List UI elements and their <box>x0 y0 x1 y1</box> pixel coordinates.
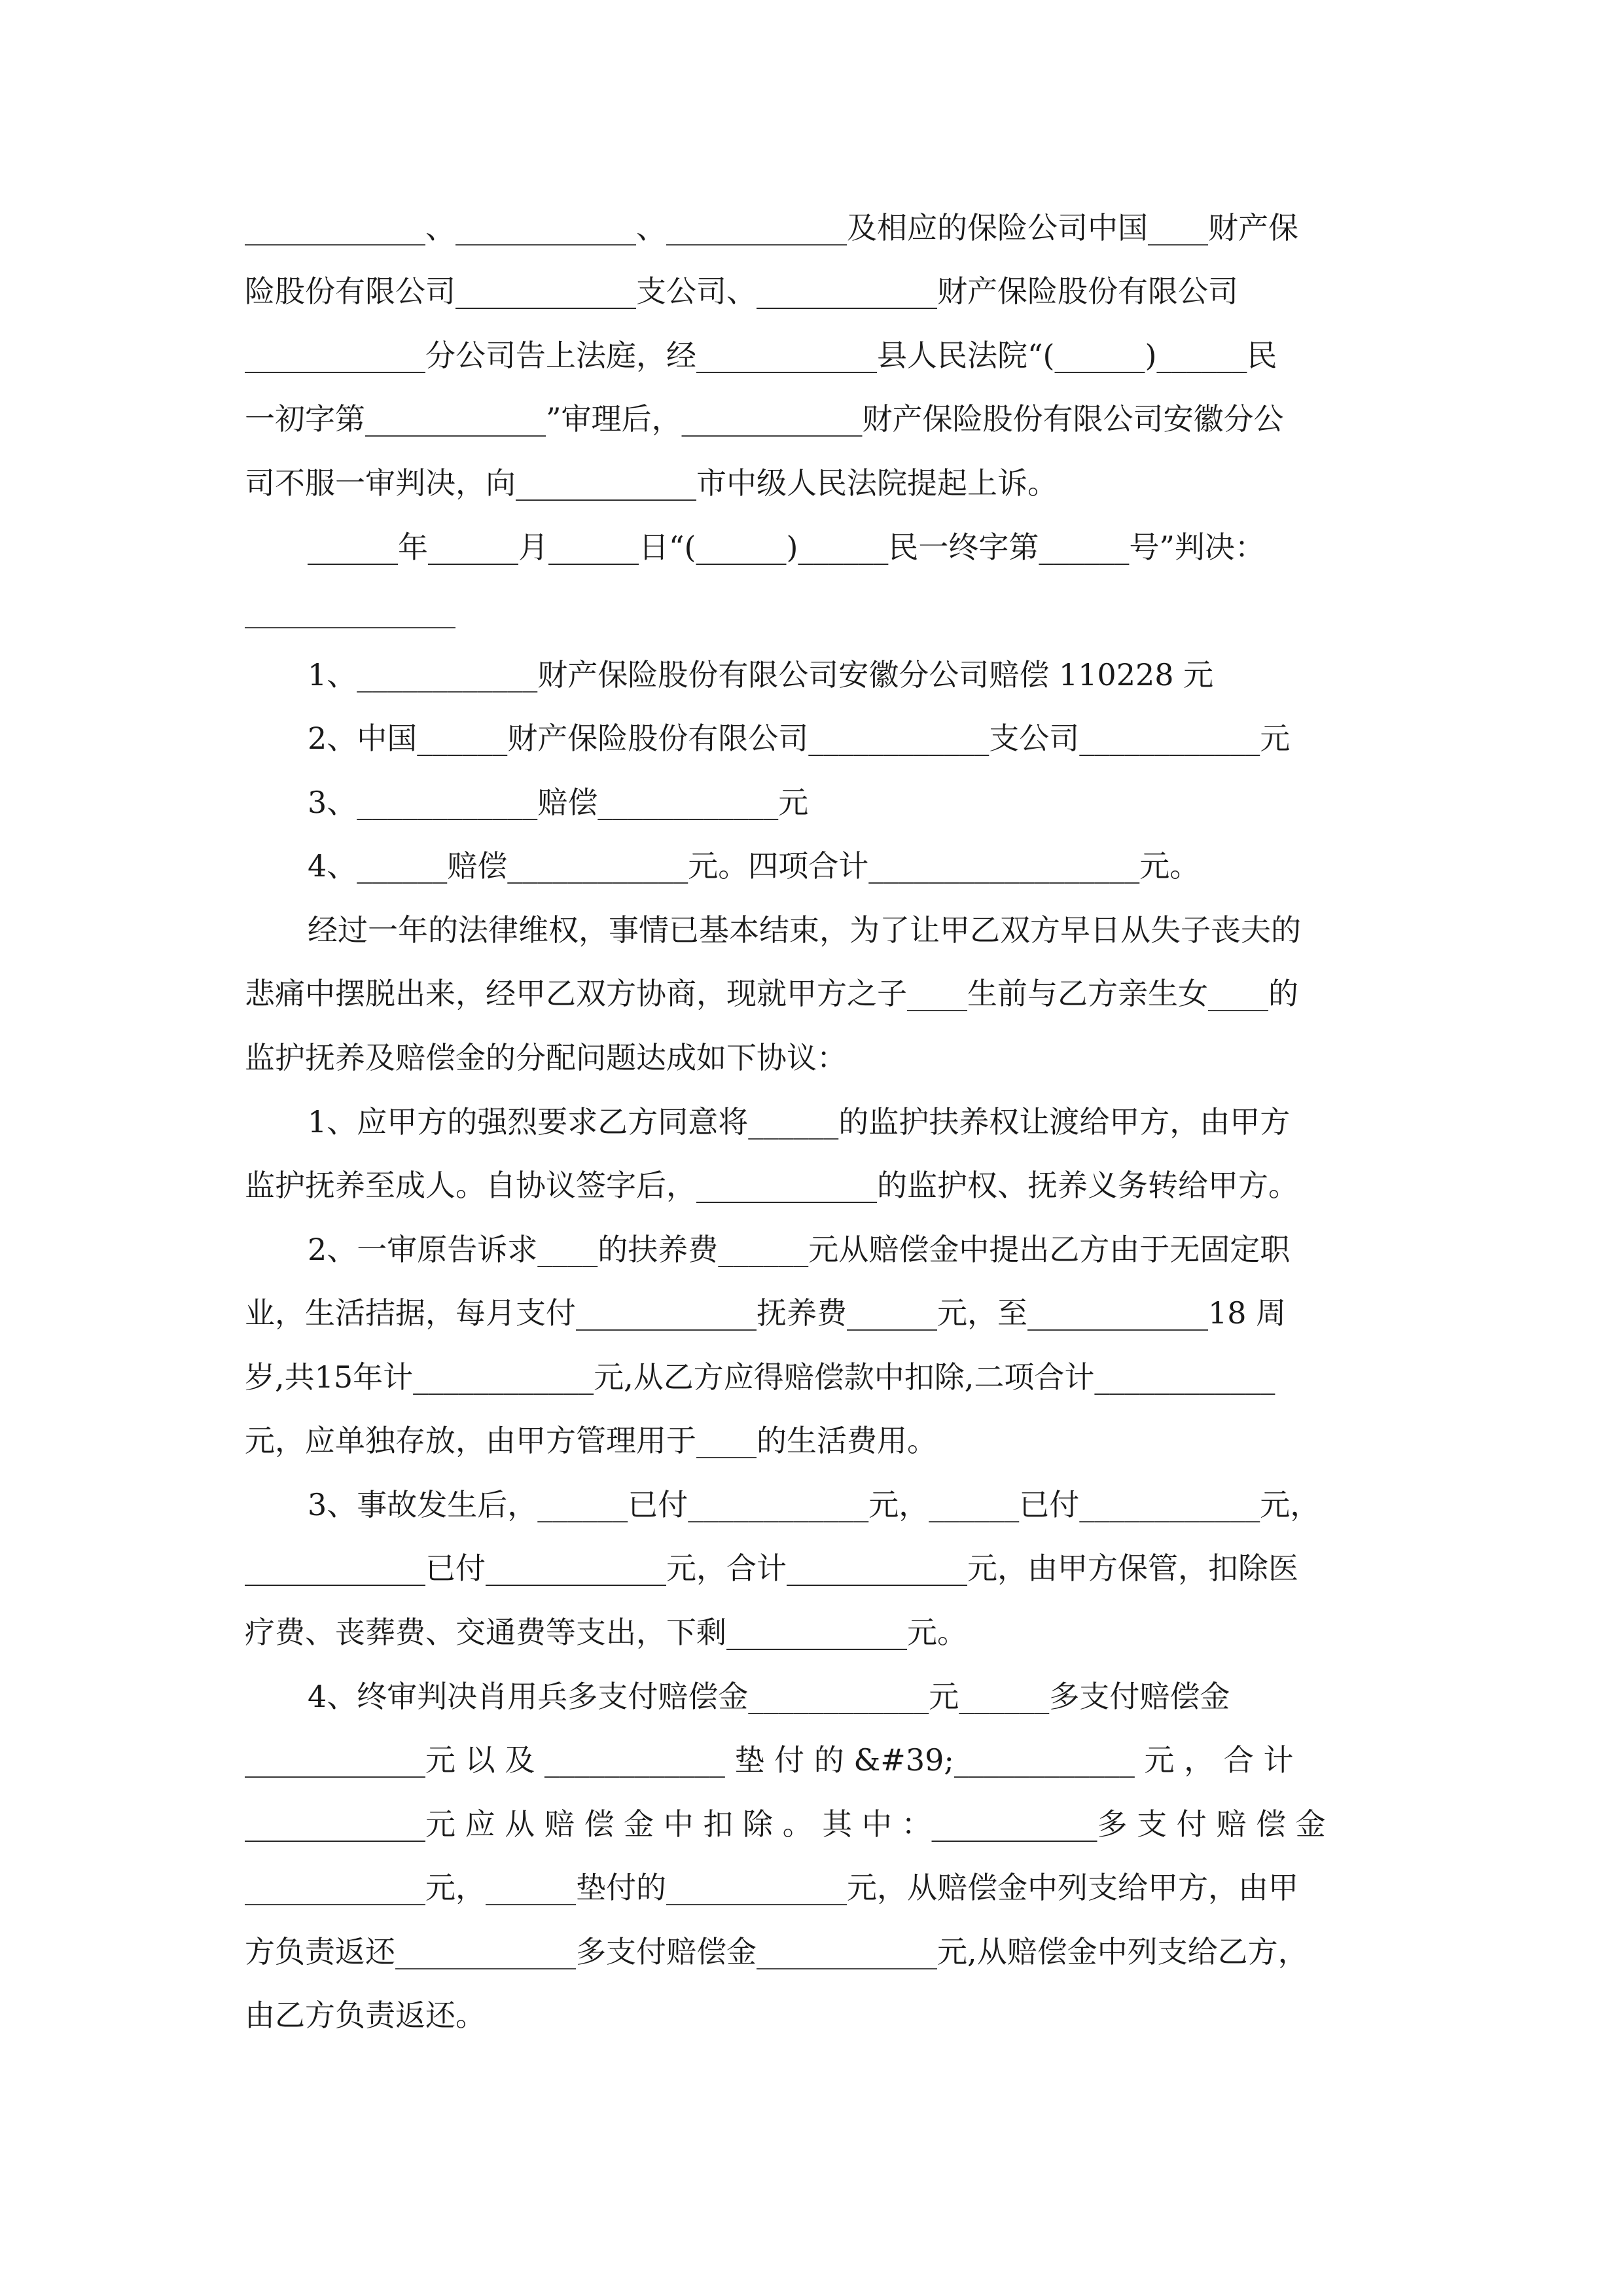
paragraph-line: ____________已付____________元，合计____________元，由甲方保管，扣除医 <box>245 1551 1298 1586</box>
paragraph-line: 元，应单独存放，由甲方管理用于____的生活费用。 <box>245 1423 937 1458</box>
list-item: 2、中国______财产保险股份有限公司____________支公司____________元 <box>308 721 1291 756</box>
paragraph-line: ____________元 应 从 赔 偿 金 中 扣 除 。 其 中 ：___________多 支 付 赔 偿 金 <box>245 1806 1326 1842</box>
paragraph-line: 方负责返还____________多支付赔偿金____________元,从赔偿金中列支给乙方， <box>245 1934 1308 1969</box>
agreement-clause-1: 1、应甲方的强烈要求乙方同意将______的监护扶养权让渡给甲方，由甲方 <box>308 1104 1291 1139</box>
paragraph-line: 岁,共15年计____________元,从乙方应得赔偿款中扣除,二项合计____________ <box>245 1359 1275 1395</box>
list-item: 1、____________财产保险股份有限公司安徽分公司赔偿 110228 元 <box>308 657 1214 692</box>
paragraph-line: ____________分公司告上法庭，经____________县人民法院“(______)______民 <box>245 338 1277 373</box>
blank-line: ______________ <box>245 593 455 628</box>
paragraph-line: 监护抚养及赔偿金的分配问题达成如下协议： <box>245 1040 847 1075</box>
agreement-clause-2: 2、一审原告诉求____的扶养费______元从赔偿金中提出乙方由于无固定职 <box>308 1232 1291 1267</box>
paragraph-line: 监护抚养至成人。自协议签字后，____________的监护权、抚养义务转给甲方。 <box>245 1168 1298 1203</box>
paragraph-line: 一初字第____________”审理后，____________财产保险股份有限公司安徽分公 <box>245 401 1284 437</box>
judgment-date-line: ______年______月______日“(______)______民一终字第______号”判决： <box>308 529 1265 565</box>
paragraph-line: ____________元 以 及 ____________ 垫 付 的 &#39;____________ 元 ， 合 计 <box>245 1742 1294 1778</box>
paragraph-line: 险股份有限公司____________支公司、____________财产保险股份有限公司 <box>245 274 1238 309</box>
list-item: 4、______赔偿____________元。四项合计__________________元。 <box>308 848 1200 884</box>
paragraph-line: ____________元，______垫付的____________元，从赔偿金中列支给甲方，由甲 <box>245 1870 1298 1905</box>
agreement-clause-4: 4、终审判决肖用兵多支付赔偿金____________元______多支付赔偿金 <box>308 1679 1230 1714</box>
paragraph-line: 由乙方负责返还。 <box>245 1998 486 2033</box>
paragraph-line: 疗费、丧葬费、交通费等支出，下剩____________元。 <box>245 1615 967 1650</box>
agreement-clause-3: 3、事故发生后，______已付____________元，______已付____________元， <box>308 1487 1321 1522</box>
paragraph-line: ____________、____________、____________及相应的保险公司中国____财产保 <box>245 210 1298 245</box>
paragraph-line: 业，生活拮据，每月支付____________抚养费______元，至____________18 周 <box>245 1295 1287 1331</box>
paragraph-line: 经过一年的法律维权，事情已基本结束，为了让甲乙双方早日从失子丧夫的 <box>308 912 1301 948</box>
paragraph-line: 司不服一审判决，向____________市中级人民法院提起上诉。 <box>245 465 1058 501</box>
list-item: 3、____________赔偿____________元 <box>308 785 809 820</box>
paragraph-line: 悲痛中摆脱出来，经甲乙双方协商，现就甲方之子____生前与乙方亲生女____的 <box>245 976 1298 1011</box>
